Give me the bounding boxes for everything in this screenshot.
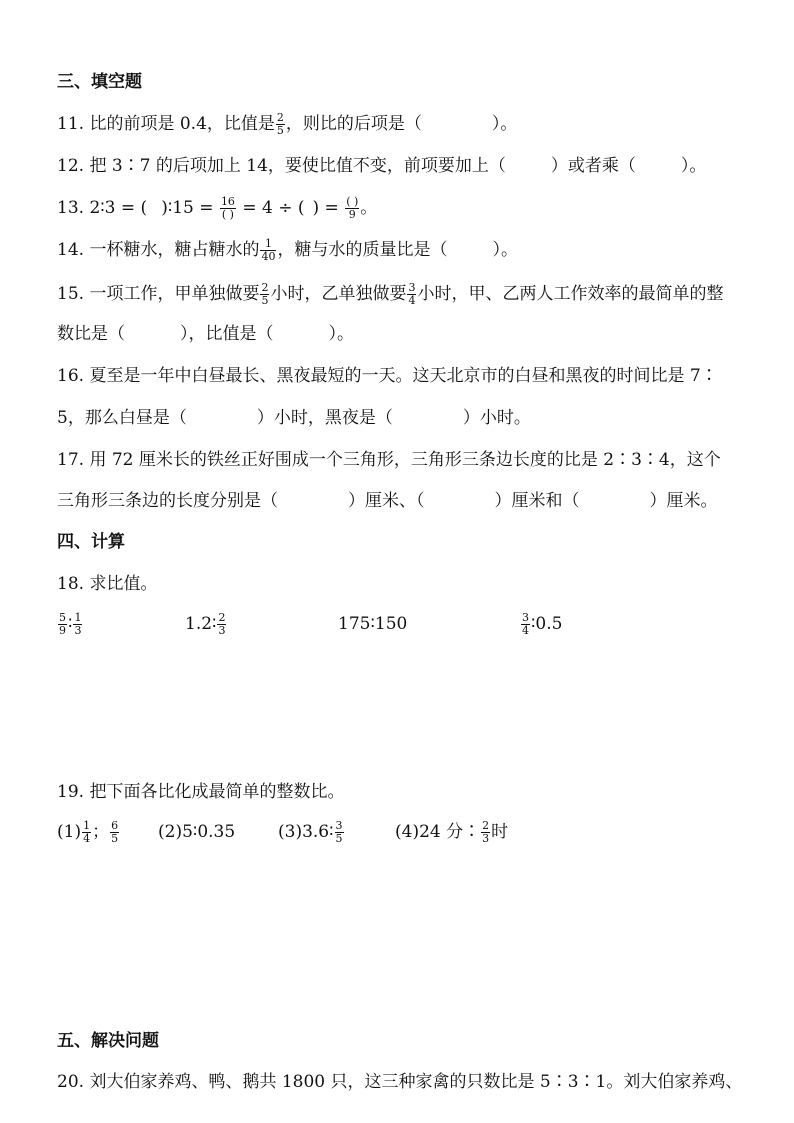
q13-fraction-2: $\frac{( )}{9}$: [346, 195, 359, 221]
q18-expression-4: $\frac{3}{4}$ ∶0.5: [522, 611, 563, 637]
q18-expression-2: 1.2∶ $\frac{2}{3}$: [185, 611, 226, 637]
question-14: 14. 一杯糖水，糖占糖水的 $\frac{1}{40}$ ，糖与水的质量比是（ ）。: [57, 237, 518, 263]
q14-fraction: $\frac{1}{40}$: [261, 237, 276, 263]
question-13: 13. 2∶3 = ( )∶15 = $\frac{16}{( )}$ = 4 ÷ ( ) = $\frac{( )}{9}$ 。: [57, 195, 378, 221]
question-12: 12. 把 3∶7 的后项加上 14，要使比值不变，前项要加上（ ）或者乘（ ）。: [57, 156, 707, 176]
q11-text-a: 11. 比的前项是 0.4，比值是: [57, 114, 275, 134]
section-heading-fill-blanks: 三、填空题: [57, 72, 142, 92]
q15-fraction-1: $\frac{2}{5}$: [261, 281, 269, 307]
q19-expression-1: (1) $\frac{1}{4}$ ； $\frac{6}{5}$: [57, 819, 119, 845]
question-11: 11. 比的前项是 0.4，比值是 $\frac{2}{5}$ ，则比的后项是（ ）。: [57, 111, 518, 137]
q19-expression-3: (3)3.6∶ $\frac{3}{5}$: [278, 819, 343, 845]
q18-expression-1: $\frac{5}{9}$ ∶ $\frac{1}{3}$: [59, 611, 82, 637]
question-16-line-2: 5，那么白昼是（ ）小时，黑夜是（ ）小时。: [57, 408, 531, 428]
q18-expression-3: 175∶150: [338, 614, 408, 634]
question-17-line-2: 三角形三条边的长度分别是（ ）厘米、（ ）厘米和（ ）厘米。: [57, 491, 718, 511]
question-18-title: 18. 求比值。: [57, 574, 158, 594]
section-heading-calculation: 四、计算: [57, 532, 125, 552]
q11-fraction: $\frac{2}{5}$: [276, 111, 284, 137]
question-16-line-1: 16. 夏至是一年中白昼最长、黑夜最短的一天。这天北京市的白昼和黑夜的时间比是 7∶: [57, 366, 718, 386]
q13-fraction-1: $\frac{16}{( )}$: [220, 195, 235, 221]
question-19-title: 19. 把下面各比化成最简单的整数比。: [57, 782, 345, 802]
section-heading-problem-solving: 五、解决问题: [57, 1031, 159, 1051]
question-20-line-1: 20. 刘大伯家养鸡、鸭、鹅共 1800 只，这三种家禽的只数比是 5∶3∶1。刘大伯家养鸡、: [57, 1072, 743, 1092]
q19-expression-2: (2)5∶0.35: [158, 822, 236, 842]
question-15-line-2: 数比是（ ），比值是（ ）。: [57, 324, 354, 344]
q19-expression-4: (4)24 分∶ $\frac{2}{3}$ 时: [395, 819, 509, 845]
question-17-line-1: 17. 用 72 厘米长的铁丝正好围成一个三角形，三角形三条边长度的比是 2∶3∶4，这个: [57, 450, 721, 470]
q15-fraction-2: $\frac{3}{4}$: [408, 281, 416, 307]
q11-text-b: ，则比的后项是（: [285, 114, 422, 134]
question-15-line-1: 15. 一项工作，甲单独做要 $\frac{2}{5}$ 小时，乙单独做要 $\frac{3}{4}$ 小时，甲、乙两人工作效率的最简单的整: [57, 281, 724, 307]
